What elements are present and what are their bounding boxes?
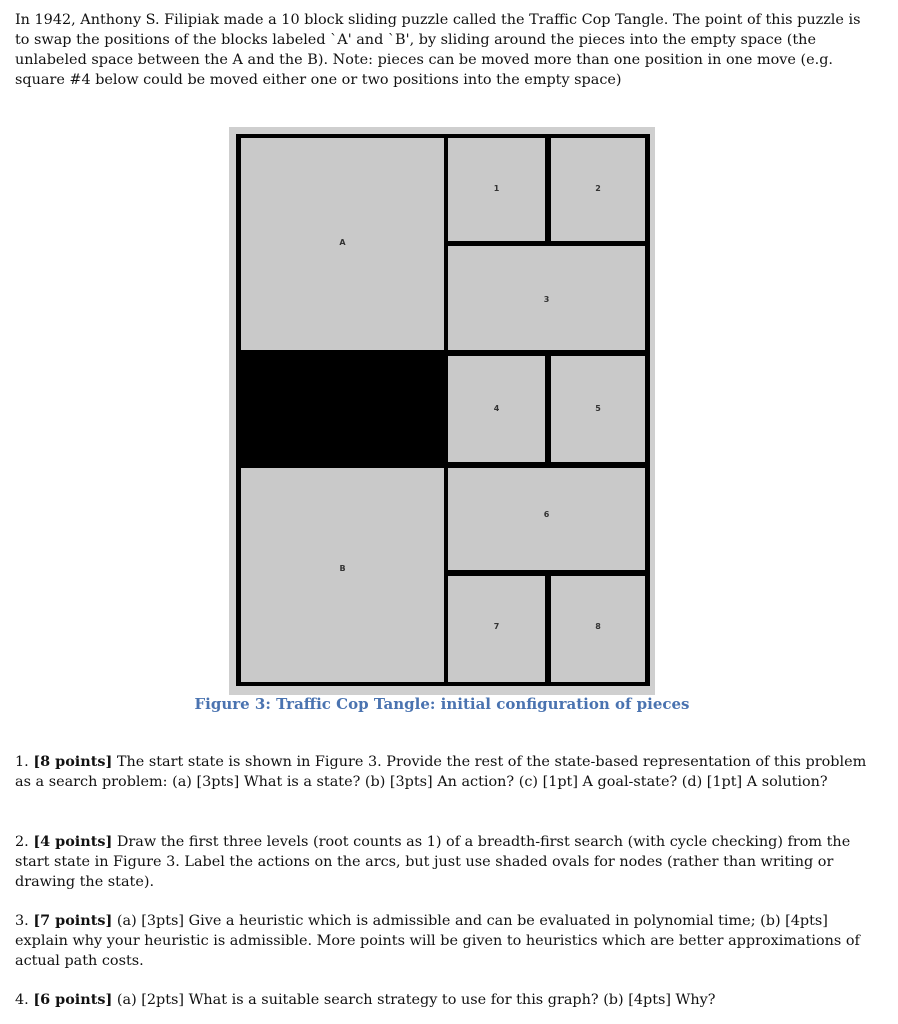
- block-b: [241, 468, 444, 682]
- block-2-label: 2: [595, 184, 601, 193]
- block-7-label: 7: [493, 622, 500, 631]
- block-b-label: B: [339, 564, 346, 573]
- question-1-number: 1.: [15, 754, 34, 770]
- block-8: [551, 576, 645, 682]
- question-4-text: (a) [2pts] What is a suitable search strategy to use for this graph? (b) [4pts] Why?: [112, 992, 716, 1008]
- block-6-label: 6: [543, 510, 550, 519]
- block-5-label: 5: [595, 404, 601, 413]
- question-4: [15, 990, 875, 1010]
- block-4-label: 4: [493, 404, 500, 413]
- question-1-points: [8 points]: [33, 753, 113, 770]
- puzzle-figure: [229, 127, 655, 695]
- block-8-label: 8: [595, 622, 601, 631]
- empty-space: [241, 354, 444, 462]
- question-2-text: Draw the first three levels (root counts as 1) of a breadth-first search (with cycle checking) from the start state in Figure 3. Label the actions on the arcs, but just use shaded ovals for nodes (rather than writing or drawing the state).: [15, 834, 851, 890]
- block-1-label: 1: [493, 184, 500, 193]
- question-1: [15, 752, 875, 792]
- block-3: [448, 246, 645, 350]
- block-6: [448, 468, 645, 570]
- block-5: [551, 356, 645, 462]
- question-3-points: [7 points]: [33, 912, 113, 929]
- block-7: [448, 576, 545, 682]
- question-1-text: The start state is shown in Figure 3. Provide the rest of the state-based representation of this problem as a search problem: (a) [3pts] What is a state? (b) [3pts] An action? (c) [1pt] A goal-state? (d) [1pt] A solution?: [15, 754, 867, 790]
- block-a: [241, 138, 444, 350]
- block-2: [551, 138, 645, 241]
- question-3: [15, 911, 875, 971]
- figure-caption: Figure 3: Traffic Cop Tangle: initial configuration of pieces: [194, 695, 690, 713]
- puzzle-board: [236, 134, 650, 686]
- question-4-points: [6 points]: [33, 991, 113, 1008]
- question-3-text: (a) [3pts] Give a heuristic which is admissible and can be evaluated in polynomial time; (b) [4pts] explain why your heuristic is admissible. More points will be given to heuristics which are better approximations of actual path costs.: [15, 913, 860, 969]
- block-a-label: A: [339, 238, 346, 247]
- block-1: [448, 138, 545, 241]
- question-2-number: 2.: [15, 834, 34, 850]
- intro-paragraph: In 1942, Anthony S. Filipiak made a 10 block sliding puzzle called the Traffic Cop Tangle. The point of this puzzle is to swap the positions of the blocks labeled `A' and `B', by sliding around the pieces into the empty space (the unlabeled space between the A and the B). Note: pieces can be moved more than one position in one move (e.g. square #4 below could be moved either one or two positions into the empty space): [15, 12, 861, 88]
- question-3-number: 3.: [15, 913, 34, 929]
- question-2-points: [4 points]: [33, 833, 113, 850]
- block-4: [448, 356, 545, 462]
- block-3-label: 3: [543, 295, 550, 304]
- question-4-number: 4.: [15, 992, 34, 1008]
- question-2: [15, 832, 875, 892]
